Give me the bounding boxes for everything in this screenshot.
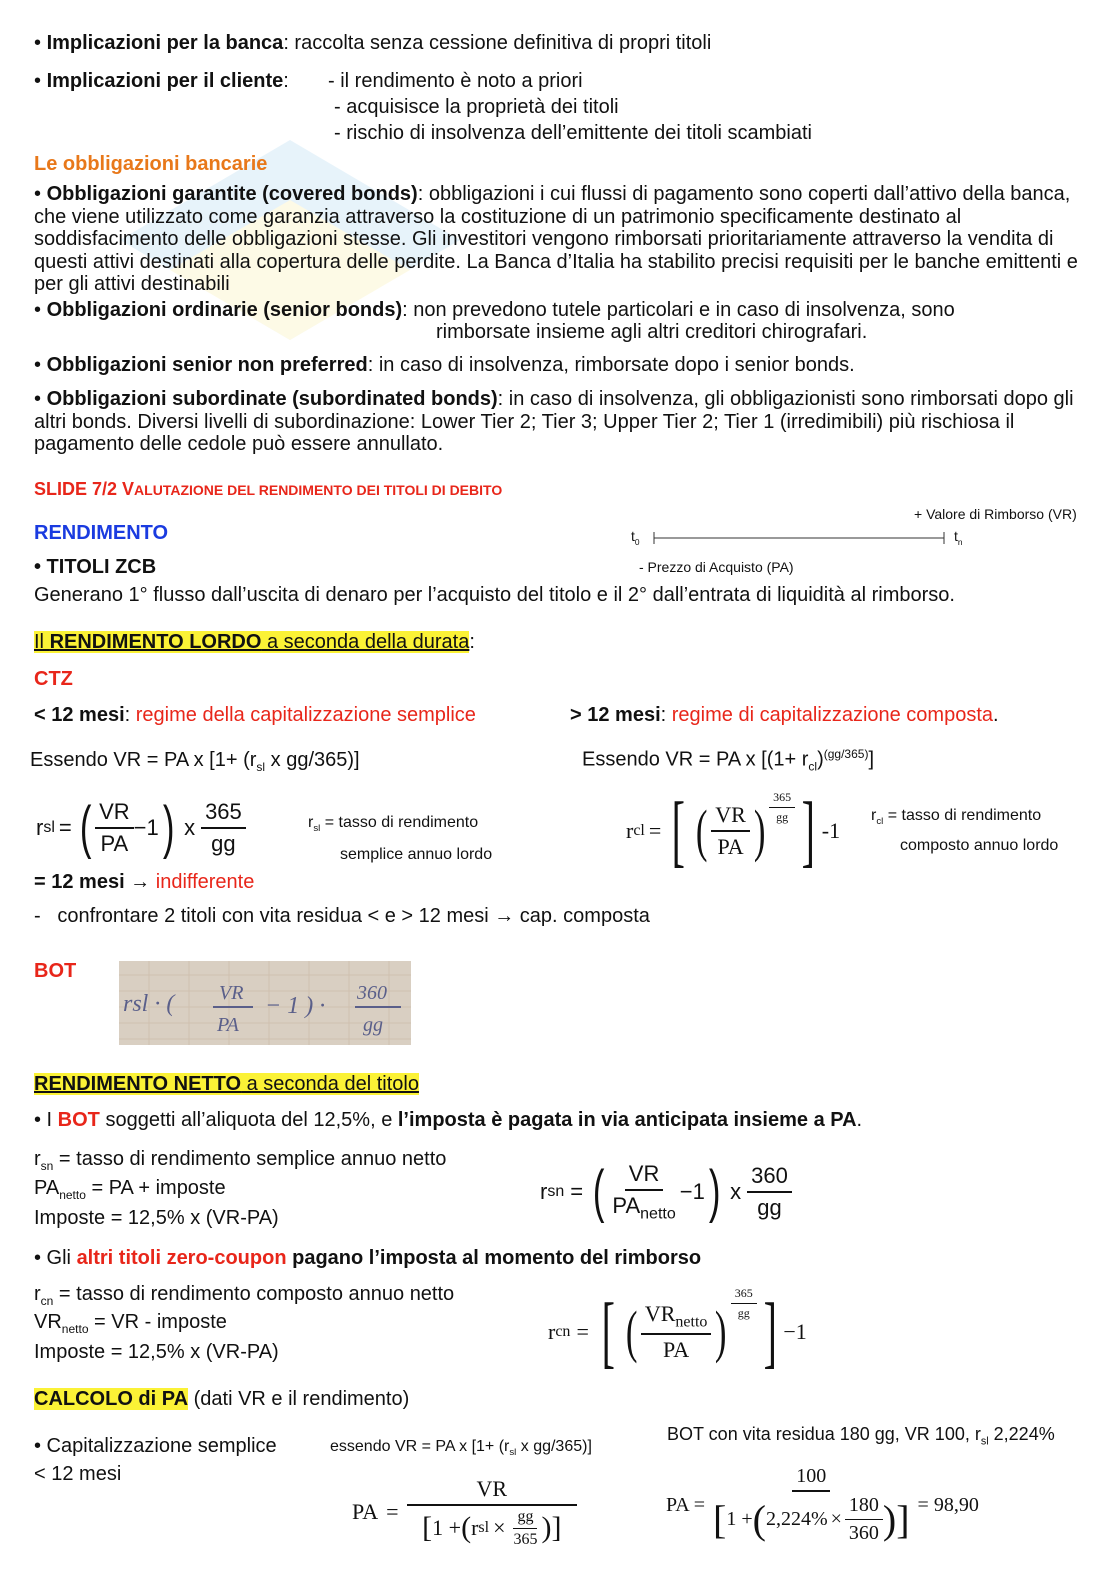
eq12-line: = 12 mesi → indifferente <box>34 871 255 893</box>
formula-example: PA = 100 [ 1 + ( 2,224% × $\frac{180}{360}$ )] = 98,90 <box>666 1465 979 1544</box>
imposte-definition-2: Imposte = 12,5% x (VR-PA) <box>34 1341 279 1363</box>
bullet-banca: • Implicazioni per la banca: raccolta senza cessione definitiva di propri titoli <box>34 32 712 54</box>
obbligazioni-garantite: • Obbligazioni garantite (covered bonds): obbligazioni i cui flussi di pagamento sono coperti dall’attivo della banca, che viene utilizzato come garanzia attraverso la costituzione di un patrimonio specificamente destinato al soddisfacimento delle obbligazioni stesse. Gli investitori vengono rimborsati prioritariamente attraverso la vendita di questi attivi destinati alla copertura delle perdite. La Banca d’Italia ha stabilito precisi requisiti per le banche emittenti e per gli attivi destinabili <box>34 183 1078 295</box>
svg-text:PA: PA <box>217 1014 239 1036</box>
timeline-t0: $t_0$ <box>631 528 640 547</box>
calcolo-essendo: essendo VR = PA x [$1+ (r_{sl}$ x gg/365)] <box>330 1438 592 1459</box>
ctz-label: CTZ <box>34 668 73 690</box>
essendo-sl: Essendo VR = PA x [$1+ (r_{sl}$ x gg/365)] <box>30 749 360 774</box>
rsn-definition: $r_{sn}$ = tasso di rendimento semplice annuo netto <box>34 1148 447 1173</box>
handwritten-bot-formula <box>119 961 411 1045</box>
pa-netto-definition: $PA_{netto}$ = PA + imposte <box>34 1177 226 1202</box>
obbligazioni-ordinarie: • Obbligazioni ordinarie (senior bonds): non prevedono tutele particolari e in caso di insolvenza, sono <box>34 299 955 321</box>
obbligazioni-subordinate: • Obbligazioni subordinate (subordinated bonds): in caso di insolvenza, gli obbligazionisti sono rimborsati dopo gli altri bonds. Diversi livelli di subordinazione: Lower Tier 2; Tier 3; Upper Tier 2; Tier 1 (irredimibili) più rischiosa il pagamento delle cedole può essere annullato. <box>34 388 1074 455</box>
obbligazioni-ordinarie-cont: rimborsate insieme agli altri creditori chirografari. <box>436 321 868 343</box>
confronto-line: - confrontare 2 titoli con vita residua < e > 12 mesi → cap. composta <box>34 905 650 927</box>
slide-heading: SLIDE 7/2 VALUTAZIONE DEL RENDIMENTO DEI TITOLI DI DEBITO <box>34 479 503 499</box>
vr-netto-definition: $VR_{netto}$ = VR - imposte <box>34 1311 227 1336</box>
lordo-heading: Il RENDIMENTO LORDO a seconda della durata: <box>34 631 475 653</box>
timeline-line <box>650 530 950 546</box>
timeline-tn: $t_n$ <box>954 528 963 547</box>
altri-titoli-line: • Gli altri titoli zero-coupon pagano l’imposta al momento del rimborso <box>34 1247 702 1269</box>
rendimento-heading: RENDIMENTO <box>34 522 169 544</box>
titoli-zcb: • TITOLI ZCB <box>34 556 157 578</box>
obbligazioni-heading: Le obbligazioni bancarie <box>34 153 268 175</box>
bot-example: BOT con vita residua 180 gg, VR 100, $r_{sl}$ 2,224% <box>667 1424 1055 1448</box>
formula-pa: PA = VR [ 1 + ( r sl × $\frac{gg}{365}$ )] <box>352 1472 577 1552</box>
rcl-definition: $r_{cl}$ = tasso di rendimento <box>871 807 1042 828</box>
formula-rsn: r sn = ( $\frac{VR}{PA_{netto}}$ −1 ) x $\frac{360}{gg}$ <box>540 1152 792 1232</box>
svg-text:− 1 ) ·: − 1 ) · <box>265 993 326 1019</box>
rsl-definition-2: semplice annuo lordo <box>340 846 493 863</box>
zcb-description: Generano 1° flusso dall’uscita di denaro per l’acquisto del titolo e il 2° dall’entrata di liquidità al rimborso. <box>34 584 955 606</box>
cap-semplice: • Capitalizzazione semplice <box>34 1435 277 1457</box>
svg-text:rsl · (: rsl · ( <box>123 991 175 1017</box>
bot-netto-line: • I BOT soggetti all’aliquota del 12,5%, e l’imposta è pagata in via anticipata insieme a PA. <box>34 1109 863 1131</box>
rsl-definition: $r_{sl}$ = tasso di rendimento <box>308 814 479 835</box>
cliente-item: - il rendimento è noto a priori <box>328 70 583 92</box>
svg-text:360: 360 <box>357 982 387 1004</box>
cap-semplice-lt12: < 12 mesi <box>34 1463 122 1485</box>
imposte-definition-1: Imposte = 12,5% x (VR-PA) <box>34 1207 279 1229</box>
gt12-line: > 12 mesi: regime di capitalizzazione composta. <box>570 704 999 726</box>
netto-heading: RENDIMENTO NETTO a seconda del titolo <box>34 1073 419 1095</box>
formula-rcl: r cl = [ ( $\frac{VR}{PA}$ ) $\frac{365}{gg}$ ] -1 <box>626 787 841 875</box>
timeline-vr-label: + Valore di Rimborso (VR) <box>914 506 1077 522</box>
timeline-pa-label: - Prezzo di Acquisto (PA) <box>639 559 794 575</box>
essendo-cl: Essendo VR = PA x $[(1+ r_{cl})^{(gg/365)}]$ <box>582 747 875 774</box>
lt12-line: < 12 mesi: regime della capitalizzazione semplice <box>34 704 476 726</box>
bot-label: BOT <box>34 960 77 982</box>
rcl-definition-2: composto annuo lordo <box>900 837 1059 854</box>
bullet-cliente: • Implicazioni per il cliente: <box>34 70 289 92</box>
formula-rsl: r sl = ( $\frac{VR}{PA}$ −1 ) x $\frac{365}{gg}$ <box>36 792 246 864</box>
cliente-item: - acquisisce la proprietà dei titoli <box>334 96 619 118</box>
calcolo-heading: CALCOLO di PA (dati VR e il rendimento) <box>34 1388 410 1410</box>
obbligazioni-senior-np: • Obbligazioni senior non preferred: in caso di insolvenza, rimborsate dopo i senior bonds. <box>34 354 855 376</box>
formula-rcn: r cn = [ ( $\frac{VR_{netto}}{PA}$ ) $\frac{365}{gg}$ ] −1 <box>548 1286 807 1376</box>
svg-text:VR: VR <box>219 982 244 1004</box>
svg-text:gg: gg <box>363 1014 383 1036</box>
rcn-definition: $r_{cn}$ = tasso di rendimento composto annuo netto <box>34 1283 455 1308</box>
cliente-item: - rischio di insolvenza dell’emittente dei titoli scambiati <box>334 122 812 144</box>
